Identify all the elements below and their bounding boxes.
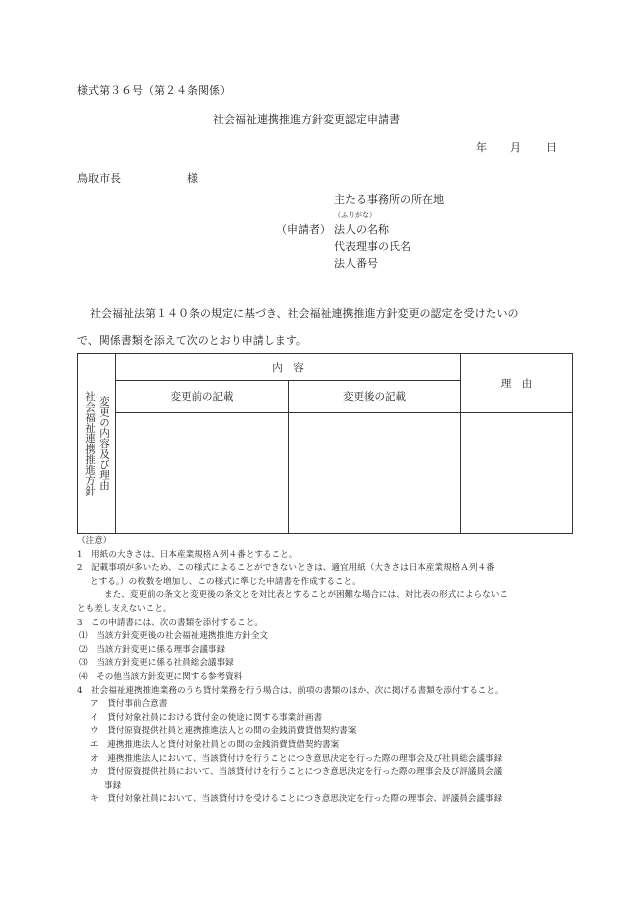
- body-text-line1: 社会福祉法第１４０条の規定に基づき、社会福祉連携推進方針変更の認定を受けたいの: [90, 307, 519, 320]
- form-title: 社会福祉連携推進方針変更認定申請書: [213, 113, 400, 126]
- contents-header: 内 容: [116, 354, 461, 381]
- note-item-1: 1 用紙の大きさは、日本産業規格Ａ列４番とすること。: [77, 549, 298, 560]
- note-sub-item-ka: カ 貸付原資提供社員において、当該貸付けを行うことにつき意思決定を行った際の理事会及び評議員会議: [90, 767, 503, 778]
- notes-heading: （注意）: [77, 536, 112, 546]
- date-month-label: 月: [510, 141, 521, 154]
- note-item-2-extra: また、変更前の条文と変更後の条文とを対比表とすることが困難な場合には、対比表の形式によらないこ: [104, 590, 508, 601]
- note-sub-item-4: ⑷ その他当該方針変更に関する参考資料: [79, 671, 243, 682]
- applicant-address-label: 主たる事務所の所在地: [334, 193, 444, 206]
- before-content-cell[interactable]: [116, 413, 289, 534]
- reason-content-cell[interactable]: [461, 413, 573, 534]
- applicant-label: （申請者）: [276, 223, 331, 236]
- note-item-2-cont: とする。）の枚数を増加し、この様式に準じた申請書を作成すること。: [90, 576, 361, 587]
- side-header-col1: 社会福祉連携推進方針: [84, 391, 96, 496]
- addressee-name: 鳥取市長: [77, 172, 121, 185]
- applicant-corp-number-label: 法人番号: [334, 257, 378, 270]
- body-text-line2: で、関係書類を添えて次のとおり申請します。: [77, 334, 307, 347]
- after-content-cell[interactable]: [289, 413, 461, 534]
- note-sub-item-a: ア 貸付事前合意書: [90, 699, 168, 710]
- after-header: 変更後の記載: [289, 381, 461, 413]
- note-item-4: 4 社会福祉連携推進業務のうち貸付業務を行う場合は、前項の書類のほか、次に掲げる書類を添付すること。: [77, 685, 504, 696]
- note-sub-item-u: ウ 貸付原資提供社員と連携推進法人との間の金銭消費貸借契約書案: [90, 726, 357, 737]
- note-sub-item-e: エ 連携推進法人と貸付対象社員との間の金銭消費貸借契約書案: [90, 739, 340, 750]
- applicant-representative-label: 代表理事の氏名: [334, 240, 411, 253]
- before-header: 変更前の記載: [116, 381, 289, 413]
- form-number: 様式第３６号（第２４条関係）: [77, 84, 231, 97]
- change-table: [77, 353, 573, 534]
- note-sub-item-ki: キ 貸付対象社員において、当該貸付けを受けることにつき意思決定を行った際の理事会、評議員会議事録: [90, 794, 503, 805]
- applicant-corp-name-label: 法人の名称: [334, 223, 389, 236]
- applicant-furigana-label: （ふりがな）: [334, 211, 376, 219]
- notes-section: [77, 535, 577, 807]
- note-item-2-extra-cont: とも差し支えないこと。: [77, 603, 172, 614]
- date-day-label: 日: [546, 141, 557, 154]
- note-item-3: 3 この申請書には、次の書類を添付すること。: [77, 617, 263, 628]
- note-sub-item-1: ⑴ 当該方針変更後の社会福祉連携推進方針全文: [79, 631, 269, 642]
- date-year-label: 年: [476, 141, 487, 154]
- note-sub-item-i: イ 貸付対象社員における貸付金の使途に関する事業計画書: [90, 712, 323, 723]
- note-sub-item-ka-cont: 事録: [104, 780, 122, 791]
- note-sub-item-2: ⑵ 当該方針変更に係る理事会議事録: [79, 644, 226, 655]
- addressee-honorific: 様: [187, 172, 198, 185]
- side-header-cell: [78, 354, 116, 534]
- note-sub-item-3: ⑶ 当該方針変更に係る社員総会議事録: [79, 658, 234, 669]
- side-header-col2: 変更の内容及び理由: [98, 396, 110, 491]
- note-sub-item-o: オ 連携推進法人において、当該貸付けを行うことにつき意思決定を行った際の理事会及び社員総会議事録: [90, 753, 503, 764]
- reason-header: 理 由: [461, 354, 573, 413]
- note-item-2: 2 記載事項が多いため、この様式によることができないときは、適宜用紙（大きさは日本産業規格Ａ列４番: [77, 563, 495, 574]
